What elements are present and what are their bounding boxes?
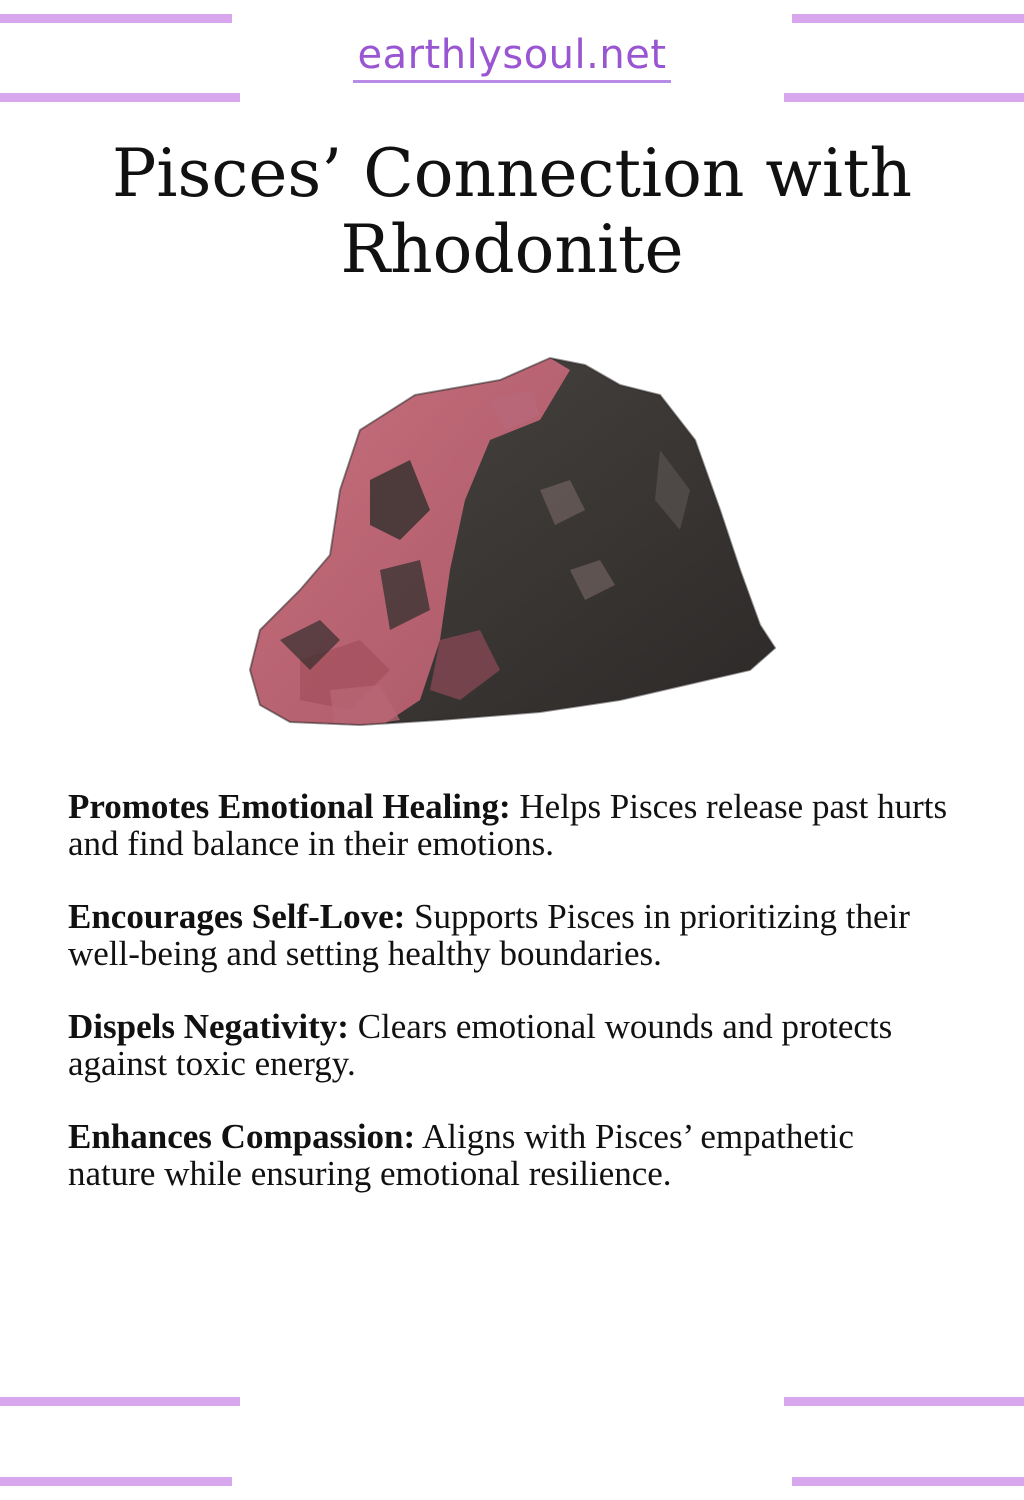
decorative-bar-bottom-right-upper [784, 1397, 1024, 1406]
benefits-list [68, 788, 948, 1228]
decorative-bar-bottom-right-lower [792, 1477, 1024, 1486]
decorative-bar-top-right-upper [792, 14, 1024, 23]
benefit-label: Enhances Compassion: [68, 1117, 416, 1156]
benefit-item-dispels-negativity [68, 1008, 948, 1082]
decorative-bar-bottom-left-upper [0, 1397, 240, 1406]
benefit-item-compassion [68, 1118, 948, 1192]
decorative-bar-bottom-left-lower [0, 1477, 232, 1486]
benefit-text: Supports Pisces in prioritizing their well-being and setting healthy boundaries. [68, 897, 910, 973]
decorative-bar-top-left-lower [0, 93, 240, 102]
site-logo[interactable] [0, 32, 1024, 83]
benefit-label: Dispels Negativity: [68, 1007, 349, 1046]
benefit-item-emotional-healing [68, 788, 948, 862]
decorative-bar-top-left-upper [0, 14, 232, 23]
benefit-text: Clears emotional wounds and protects against toxic energy. [68, 1007, 893, 1083]
site-logo-text: earthlysoul.net [353, 32, 670, 83]
page-title: Pisces’ Connection with Rhodonite [112, 135, 912, 288]
benefit-label: Encourages Self-Love: [68, 897, 406, 936]
benefit-text: Helps Pisces release past hurts and find balance in their emotions. [68, 787, 948, 863]
decorative-bar-top-right-lower [784, 93, 1024, 102]
benefit-item-self-love [68, 898, 948, 972]
benefit-label: Promotes Emotional Healing: [68, 787, 511, 826]
benefit-text: Aligns with Pisces’ empathetic nature while ensuring emotional resilience. [68, 1117, 854, 1193]
rhodonite-stone-image [240, 340, 780, 740]
